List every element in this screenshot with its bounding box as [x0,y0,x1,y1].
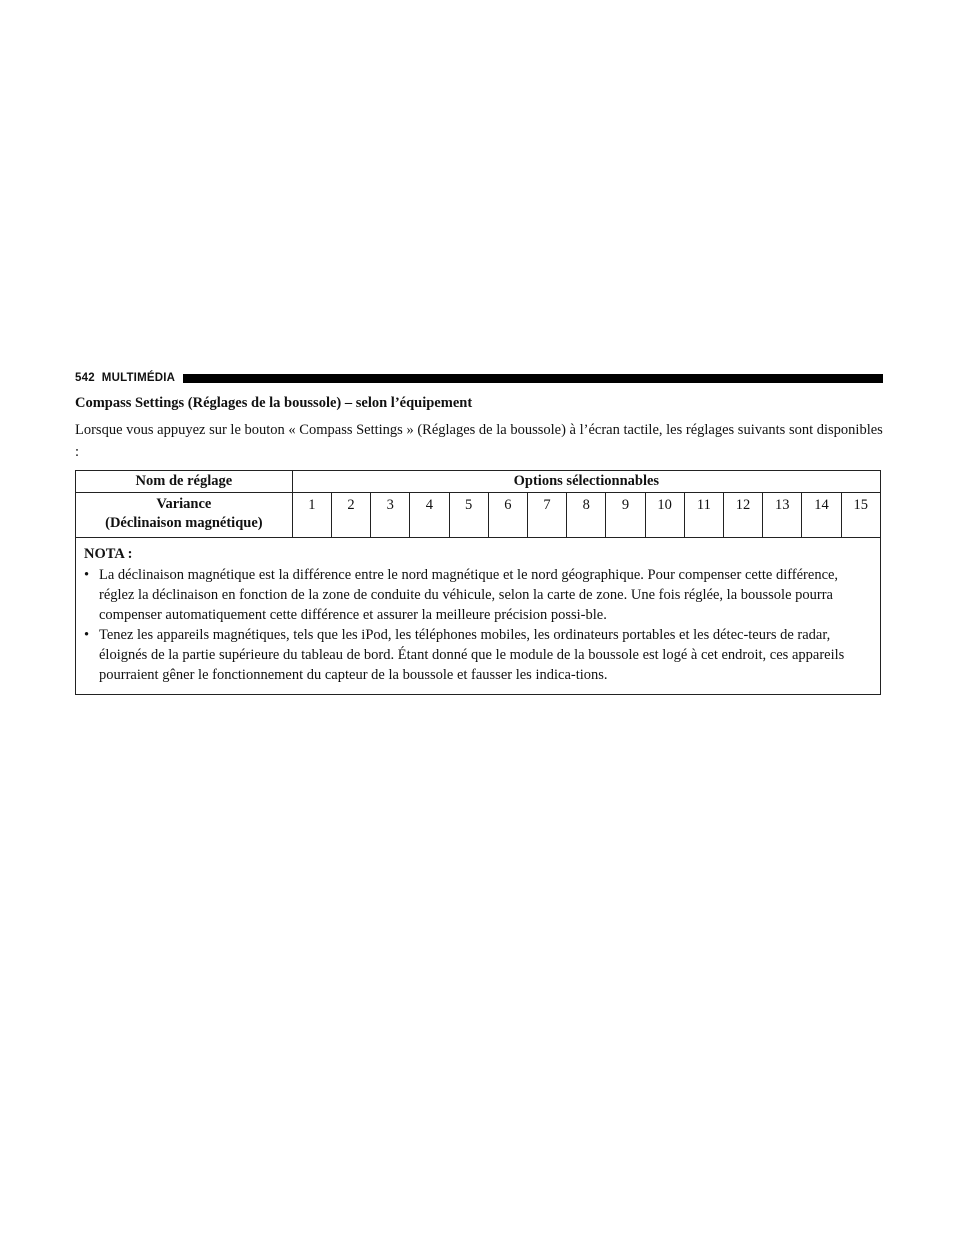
table-header-row [76,471,881,493]
note-bullet [84,565,872,625]
section-heading: Compass Settings (Réglages de la boussole) – selon l’équipement [75,395,473,411]
option-cell: 1 [292,493,331,538]
option-cell: 4 [410,493,449,538]
option-cell: 8 [567,493,606,538]
note-row [76,538,881,695]
page-header [75,371,883,385]
option-cell: 5 [449,493,488,538]
table-row [76,493,881,538]
option-cell: 6 [488,493,527,538]
option-cell: 14 [802,493,841,538]
option-cell: 2 [331,493,370,538]
intro-paragraph: Lorsque vous appuyez sur le bouton « Compass Settings » (Réglages de la boussole) à l’écran tactile, les réglages suivants sont disponibles : [75,422,883,460]
option-cell: 12 [723,493,762,538]
option-cell: 15 [841,493,880,538]
section-title: MULTIMÉDIA [101,372,176,384]
option-cell: 9 [606,493,645,538]
option-cell: 10 [645,493,684,538]
note-bullet [84,625,872,685]
setting-name-cell [76,493,293,538]
setting-name: Variance [156,496,212,512]
bullet-icon: • [84,627,90,643]
column-header-options: Options sélectionnables [292,471,880,493]
settings-table [75,470,881,695]
note-text: Tenez les appareils magnétiques, tels que les iPod, les téléphones mobiles, les ordinateurs portables et les détec-teurs de radar, éloignés de la partie supérieure du tableau de bord. Étant donné que le module de la boussole est logé à cet endroit, ces appareils pourraient gêner le fonctionnement du capteur de la boussole et fausser les indica-tions. [99,627,845,683]
note-box [76,538,881,695]
option-cell: 13 [763,493,802,538]
bullet-icon: • [84,567,90,583]
option-cell: 11 [684,493,723,538]
page-number: 542 [75,372,95,384]
header-rule [183,374,883,383]
note-text: La déclinaison magnétique est la différence entre le nord magnétique et le nord géographique. Pour compenser cette différence, réglez la déclinaison en fonction de la zone de conduite du véhicule, selon la carte de zone. Une fois réglée, la boussole pourra compenser automatiquement cette différence et assurer la meilleure précision possi-ble. [99,567,839,623]
setting-name-translation: (Déclinaison magnétique) [105,515,263,531]
column-header-setting: Nom de réglage [76,471,293,493]
option-cell: 7 [527,493,566,538]
option-cell: 3 [371,493,410,538]
note-title: NOTA : [84,546,133,562]
